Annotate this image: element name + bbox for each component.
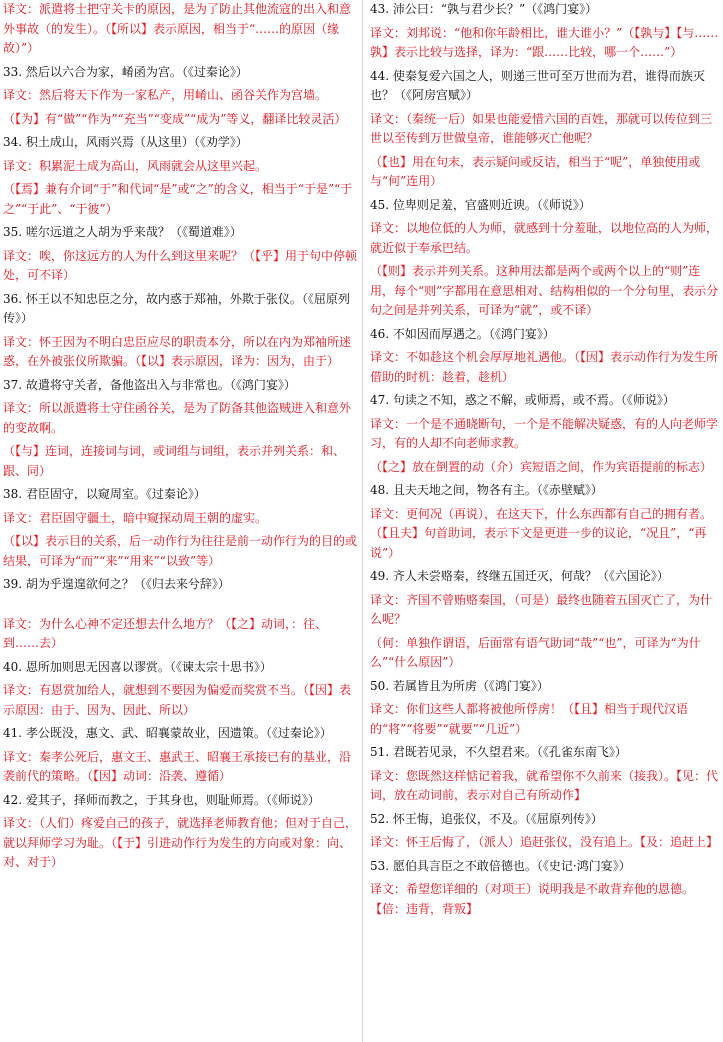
note-text: （【焉】兼有介词“于”和代词“是”或“之”的含义，相当于“于是”“于之”“于此”、“于彼”） — [3, 182, 353, 216]
translation-text: 译文：（秦统一后）如果也能爱惜六国的百姓，那就可以传位到三世以至传到万世做皇帝，谁能够灭亡他呢？ — [370, 111, 713, 145]
translation-text: 译文：更何况（再说），在这天下，什么东西都有自己的拥有者。（【且夫】句首助词，表示下文是更进一步的议论，“况且”，“再说”） — [370, 506, 713, 560]
question-text: 40. 恩所加则思无因喜以谬赏。（《谏太宗十思书》） — [3, 659, 272, 674]
question-text: 53. 愿伯具言臣之不敢倍德也。（《史记·鸿门宴》） — [370, 858, 631, 873]
translation-text: 译文：怀王后悔了，（派人）追赶张仪，没有追上。【及：追赶上】 — [370, 835, 719, 849]
right-column — [367, 0, 723, 1042]
question-text: 46. 不如因而厚遇之。（《鸿门宴》） — [370, 326, 555, 341]
question-text: 49. 齐人未尝赂秦，终继五国迁灭，何哉？（《六国论》） — [370, 569, 669, 583]
question-text: 38. 君臣固守，以窥周室。《过秦论》） — [3, 487, 206, 501]
translation-text: 译文：以地位低的人为师，就感到十分羞耻，以地位高的人为师，就近似于奉承巴结。 — [370, 221, 719, 255]
note-text: （【也】用在句末，表示疑问或反诘，相当于“呢”，单独使用或与“何”连用） — [370, 154, 701, 188]
note-text: （【以】表示目的关系，后一动作行为往往是前一动作行为的目的或结果，可译为“而”“来”“用来”“以致”等） — [3, 534, 358, 568]
translation-text: 译文：为什么心神不定还想去什么地方？（【之】动词，：往、到……去） — [3, 616, 328, 650]
translation-text: 译文：刘邦说：“他和你年龄相比，谁大谁小？”（【孰与】【与……孰】表示比较与选择，译为：“跟……比较，哪一个……”） — [370, 25, 719, 59]
question-text: 47. 句读之不知，惑之不解，或师焉，或不焉。（《师说》） — [370, 393, 675, 407]
note-text: （【则】表示并列关系。这种用法都是两个或两个以上的“则”连用，每个“则”字都用在意思相对、结构相似的一个分句里，表示分句之间是并列关系，可译为“就”，或不译） — [370, 264, 719, 317]
column-divider — [362, 0, 363, 1042]
translation-text: 译文：派遣将士把守关卡的原因，是为了防止其他流寇的出入和意外事故（的发生）。（【所以】表示原因，相当于“……的原因（缘故）”） — [3, 2, 352, 55]
blank-spacer — [0, 599, 360, 615]
note-text: （【与】连词，连接词与词，或词组与词组，表示并列关系：和、跟、同） — [3, 444, 346, 478]
translation-text: 译文：唉，你这远方的人为什么到这里来呢？（【乎】用于句中停顿处，可不译） — [3, 248, 358, 282]
question-text: 44. 使秦复爱六国之人，则递三世可至万世而为君，谁得而族灭也？（《阿房宫赋》） — [370, 68, 705, 102]
translation-text: 译文：（人们）疼爱自己的孩子，就选择老师教育他；但对于自己，就以拜师学习为耻。（【于】引进动作行为发生的方向或对象：向、对、对于） — [3, 816, 358, 869]
question-text: 43. 沛公曰：“孰与君少长？”（《鸿门宴》） — [370, 2, 598, 16]
question-text: 35. 嗟尔远道之人胡为乎来哉？（《蜀道难》） — [3, 225, 242, 239]
translation-text: 译文：齐国不曾贿赂秦国，（可是）最终也随着五国灭亡了，为什么呢？ — [370, 592, 713, 626]
question-text: 50. 若属皆且为所虏（《鸿门宴》） — [370, 678, 549, 693]
question-text: 41. 孝公既没，惠文、武、昭襄蒙故业，因遗策。（《过秦论》） — [3, 726, 332, 740]
translation-text: 译文：一个是不通晓断句，一个是不能解决疑惑，有的人向老师学习，有的人却不向老师求教。 — [370, 416, 719, 450]
note-text: （【为】有“做”“作为”“充当”“变成”“成为”等义，翻译比较灵活） — [3, 111, 347, 126]
question-text: 45. 位卑则足羞，官盛则近谀。（《师说》） — [370, 197, 591, 212]
translation-text: 译文：然后将天下作为一家私产，用崤山、函谷关作为宫墙。 — [3, 88, 328, 102]
translation-text: 译文：怀王因为不明白忠臣应尽的职责本分，所以在内为郑袖所迷惑，在外被张仪所欺骗。（【以】表示原因，译为：因为，由于） — [3, 334, 352, 368]
translation-text: 译文：你们这些人都将被他所俘虏！（【且】相当于现代汉语的“将”“将要”“就要”“几近”） — [370, 702, 689, 736]
question-text: 48. 且夫天地之间，物各有主。（《赤壁赋》） — [370, 483, 603, 497]
translation-text: 译文：秦孝公死后，惠文王、惠武王、昭襄王承接已有的基业，沿袭前代的策略。（【因】动词：沿袭、遵循） — [3, 749, 352, 783]
translation-text: 译文：不如趁这个机会厚厚地礼遇他。（【因】表示动作行为发生所借助的时机：趁着，趁机） — [370, 350, 719, 384]
left-column — [0, 0, 360, 1042]
question-text: 34. 积土成山，风雨兴焉（从这里）（《劝学》） — [3, 135, 248, 149]
translation-text: 译文：君臣固守疆土，暗中窥探动周王朝的虚实。 — [3, 510, 268, 525]
note-text: （何：单独作谓语，后面常有语气助词“哉”“也”，可译为“为什么”“什么原因”） — [370, 635, 701, 669]
translation-text: 译文：您既然这样惦记着我，就希望你不久前来（接我）。【见：代词，放在动词前，表示对自己有所动作】 — [370, 768, 719, 802]
question-text: 52. 怀王悔，追张仪，不及。（《屈原列传》） — [370, 811, 603, 826]
question-text: 36. 怀王以不知忠臣之分，故内惑于郑袖，外欺于张仪。（《屈原列传》） — [3, 291, 350, 325]
question-text: 37. 故遣将守关者，备他盗出入与非常也。（《鸿门宴》） — [3, 377, 296, 392]
question-text: 42. 爱其子，择师而教之，于其身也，则耻师焉。（《师说》） — [3, 792, 320, 807]
translation-text: 译文：所以派遣将士守住函谷关，是为了防备其他盗贼进入和意外的变故啊。 — [3, 401, 352, 435]
translation-text: 译文：有恩赏加给人，就想到不要因为偏爱而奖赏不当。（【因】表示原因：由于、因为、因此、所以） — [3, 683, 352, 717]
translation-text: 译文：积累泥土成为高山，风雨就会从这里兴起。 — [3, 158, 268, 173]
question-text: 51. 君既若见录，不久望君来。（《孔雀东南飞》） — [370, 745, 627, 759]
question-text: 33. 然后以六合为家，崤函为宫。（《过秦论》） — [3, 64, 248, 79]
translation-text: 译文：希望您详细的（对项王）说明我是不敢背弃他的恩德。【倍：违背，背叛】 — [370, 882, 695, 916]
question-text: 39. 胡为乎遑遑欲何之？（《归去来兮辞》） — [3, 577, 230, 591]
note-text: （【之】放在倒置的动（介）宾短语之间，作为宾语提前的标志） — [370, 459, 713, 474]
